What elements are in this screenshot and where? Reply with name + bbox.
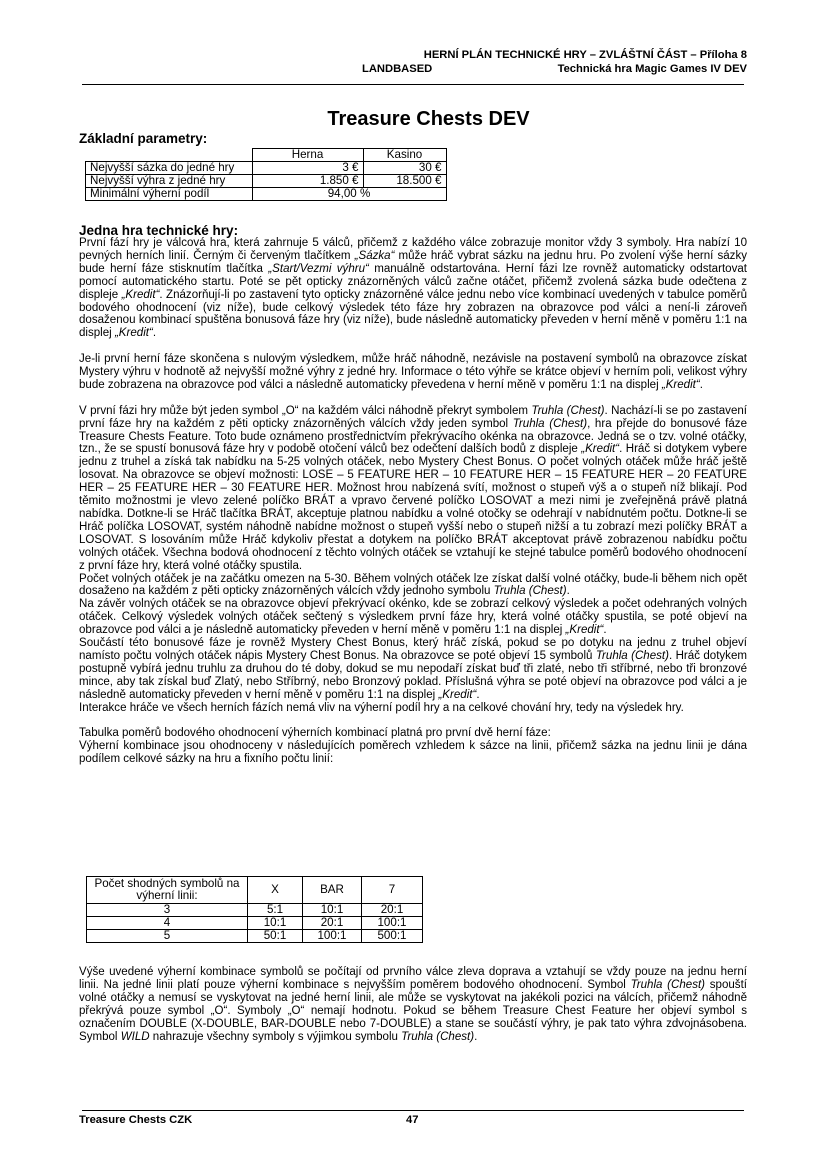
table-row xyxy=(86,162,447,175)
italic-term: Truhla (Chest) xyxy=(531,404,605,417)
header-landbased: LANDBASED xyxy=(362,63,433,75)
table-row xyxy=(87,930,423,943)
param-label: Nejvyšší sázka do jedné hry xyxy=(86,162,253,175)
param-herna: 3 € xyxy=(252,162,363,175)
text-run: . Hráč si dotykem vybere jednu z truhel a získá tak nabídku na 5-25 volných otáček, nebo Mystery Chest Bonus. O počet volných otáček může hráč ještě losovat. Na obrazovce se objeví možnosti: LOSE – 5 FEATURE HER – 10 FEATURE HER – 15 FEATURE HER – 20 FEATURE HER – 25 FEATURE HER – 30 FEATURE HER. Možnost hrou nabízená svítí, možnost o stupeň výš a o stupeň níž blikají. Pod těmito možnostmi je vlevo zelené políčko BRÁT a vpravo červené políčko LOSOVAT a mezi nimi je zveřejněná právě platná nabídka. Dotkne-li se Hráč tlačítka BRÁT, akceptuje platnou nabídku a volné otočky se odehrají v nabídnutém počtu. Dotkne-li se Hráč políčka LOSOVAT, systém náhodně nabídne možnost o stupeň vyšší nebo o stupeň nižší a tu zobrazí mezi políčky BRÁT a LOSOVAT. S losováním může Hráč kdykoliv přestat a dotykem na políčko BRÁT akceptovat právě zobrazenou nabídku počtu volných otáček. Všechna bodová ohodnocení z těchto volných otáček se vztahují ke stejné tabulce poměrů bodového ohodnocení z první fáze hry, která volné otáčky spustila. xyxy=(79,443,747,572)
param-label: Nejvyšší výhra z jedné hry xyxy=(86,175,253,188)
italic-term: „Kredit“ xyxy=(438,688,477,701)
header-divider xyxy=(82,84,744,85)
paragraph xyxy=(79,237,747,340)
header-title: HERNÍ PLÁN TECHNICKÉ HRY – ZVLÁŠTNÍ ČÁST – Příloha 8 xyxy=(423,49,747,61)
paytable-value: 5:1 xyxy=(248,904,303,917)
text-run: . Nachází-li se po zastavení první fáze hry na každém z pěti opticky znázorněných válcích vždy jeden symbol xyxy=(79,404,748,430)
page-header xyxy=(362,48,747,76)
basic-params-table xyxy=(85,148,447,201)
paytable xyxy=(86,876,423,943)
text-run: . xyxy=(152,327,157,340)
italic-term: Truhla (Chest) xyxy=(493,585,567,598)
text-run: . xyxy=(474,1030,478,1043)
italic-term: „Start/Vezmi výhru“ xyxy=(268,262,369,275)
page-number: 47 xyxy=(406,1114,419,1126)
paytable-count: 5 xyxy=(87,930,248,943)
paytable-value: 100:1 xyxy=(362,917,423,930)
paytable-value: 20:1 xyxy=(362,904,423,917)
param-kasino: 30 € xyxy=(363,162,446,175)
paytable-header-label: Počet shodných symbolů na výherní linii: xyxy=(87,877,248,904)
param-value: 94,00 % xyxy=(252,188,446,201)
paragraph: Interakce hráče ve všech herních fázích nemá vliv na výherní podíl hry a na celkové chování hry, tedy na výsledek hry. xyxy=(79,701,684,714)
paragraph xyxy=(79,405,747,573)
text-run: manuálně odstartována. Herní fázi lze rovněž automaticky odstartovat pomocí automatického startu. Poté se pět opticky znázorněných válců začne otáčet, přičemž zvolená sázka bude odečtena z displeje xyxy=(79,262,747,301)
text-run: . xyxy=(566,585,570,598)
paragraph xyxy=(79,598,747,637)
paytable-count: 3 xyxy=(87,904,248,917)
text-run: První fází hry je válcová hra, která zahrnuje 5 válců, přičemž z každého válce zobrazuje monitor vždy 3 symboly. Hra nabízí 10 pevných herních linií. Černým či červeným tlačítkem xyxy=(79,237,747,262)
section-heading: Jedna hra technické hry: xyxy=(79,223,239,238)
paytable-value: 10:1 xyxy=(303,904,362,917)
text-run: Na závěr volných otáček se na obrazovce objeví překrývací okénko, kde se zobrazí celkový výsledek a počet odehraných volných otáček. Celkový výsledek volných otáček sečtený s výsledkem první fáze hry, která volné otáčky spustila, se poté objeví na obrazovce pod válci a je následně automaticky převeden v herní měně v poměru 1:1 na displej xyxy=(79,598,747,637)
italic-term: Truhla (Chest) xyxy=(595,649,669,662)
italic-term: „Sázka“ xyxy=(354,249,395,262)
table-row xyxy=(87,904,423,917)
param-kasino: 18.500 € xyxy=(363,175,446,188)
text-run: Je-li první herní fáze skončena s nulovým výsledkem, může hráč náhodně, nezávisle na postavení symbolů na obrazovce získat Mystery výhru v hodnotě až nejvyšší možné výhry z jedné hry. Informace o této výhře se krátce objeví v herním poli, velikost výhry bude zobrazena na obrazovce pod válci a následně automaticky převedena v herní měně v poměru 1:1 na displej xyxy=(79,353,747,391)
param-label: Minimální výherní podíl xyxy=(86,188,253,201)
paragraph xyxy=(79,966,747,1043)
text-run: Součástí této bonusové fáze je rovněž Mystery Chest Bonus, který hráč získá, pokud se po dotyku na jednu z truhel objeví namísto počtu volných otáček nápis Mystery Chest Bonus. Na obrazovce se poté objeví 15 symbolů xyxy=(79,637,747,662)
paytable-symbol: BAR xyxy=(303,877,362,904)
paytable-value: 500:1 xyxy=(362,930,423,943)
footer-divider xyxy=(82,1110,744,1111)
text-run: , hra přejde do bonusové fáze Treasure Chests Feature. Toto bude oznámeno prostřednictvím překrývacího okénka na obrazovce. Jedná se o tzv. volné otáčky, tzn., že se spustí bonusová fáze hry v podobě otočení válců bez odečtení dalších bodů z displeje xyxy=(79,417,747,456)
italic-term: „Kredit“ xyxy=(661,378,700,391)
italic-term: „Kredit“ xyxy=(121,288,160,301)
text-run: . xyxy=(699,378,703,391)
italic-term: WILD xyxy=(120,1030,150,1043)
text-run: . xyxy=(476,688,480,701)
italic-term: Truhla (Chest) xyxy=(630,978,706,991)
table-row xyxy=(87,917,423,930)
paytable-count: 4 xyxy=(87,917,248,930)
header-game-name: Technická hra Magic Games IV DEV xyxy=(557,63,747,75)
paytable-symbol: 7 xyxy=(362,877,423,904)
paragraph: Výherní kombinace jsou ohodnoceny v následujících poměrech vzhledem k sázce na linii, přičemž sázka na jednu linii je dána podílem celkové sázky na hru a fixního počtu linií: xyxy=(79,740,747,766)
table-row xyxy=(86,175,447,188)
footer-document-name: Treasure Chests CZK xyxy=(79,1114,193,1126)
paytable-value: 10:1 xyxy=(248,917,303,930)
paytable-symbol: X xyxy=(248,877,303,904)
col-header-kasino: Kasino xyxy=(363,149,446,162)
paytable-value: 20:1 xyxy=(303,917,362,930)
text-run: může hráč vybrat sázku na jednu hru. Po zvolení výše herní sázky bude herní fáze stisknutím tlačítka xyxy=(79,249,747,275)
text-run: . Znázorňují-li po zastavení tyto opticky znázorněné válce jednu nebo více kombinací uvedených v tabulce poměrů bodového ohodnocení (viz níže), bude celkový výsledek této fáze hry zobrazen na obrazovce pod válci a není-li zároveň dosaženou kombinací spuštěna bonusová fáze hry (viz níže), bude následně automaticky převeden v herní měně v poměru 1:1 na displej xyxy=(79,288,747,340)
body-text-block-2 xyxy=(79,966,747,1043)
italic-term: Truhla (Chest) xyxy=(512,417,588,430)
italic-term: „Kredit“ xyxy=(114,327,153,340)
col-header-herna: Herna xyxy=(252,149,363,162)
paragraph: Tabulka poměrů bodového ohodnocení výherních kombinací platná pro první dvě herní fáze: xyxy=(79,727,551,740)
paytable-value: 50:1 xyxy=(248,930,303,943)
text-run: . xyxy=(603,624,607,637)
text-run: . Hráč dotykem postupně vybírá jednu truhlu za druhou do té doby, dokud se mu nepodaří získat buď tři zlaté, nebo tři stříbrné, nebo tři bronzové mince, aby tak získal buď Zlatý, nebo Stříbrný, nebo Bronzový poklad. Příslušná výhra se poté objeví na obrazovce pod válci a je následně automaticky převeden v herní měně v poměru 1:1 na displej xyxy=(79,649,747,701)
paragraph xyxy=(79,637,747,702)
paytable-value: 100:1 xyxy=(303,930,362,943)
table-row xyxy=(86,188,447,201)
text-run: nahrazuje všechny symboly s výjimkou symbolu xyxy=(149,1030,402,1043)
paragraph xyxy=(79,353,747,392)
page-title: Treasure Chests DEV xyxy=(327,108,530,130)
text-run: Počet volných otáček je na začátku omezen na 5-30. Během volných otáček lze získat další volné otáčky, bude-li během nich opět dosaženo na každém z pěti opticky znázorněných válcích vždy jednoho symbolu xyxy=(79,572,747,598)
text-run: spouští volné otáčky a nemusí se vyskytovat na jedné herní linii, ale může se vyskytovat na jakékoli pozici na válcích, přičemž náhodně překrývá pouze symbol „O“. Symboly „O“ nemají hodnotu. Pokud se během Treasure Chest Feature her objeví symbol s označením DOUBLE (X-DOUBLE, BAR-DOUBLE nebo 7-DOUBLE) a stane se součástí výhry, je pak tato výhra zdvojnásobena. Symbol xyxy=(79,978,747,1043)
italic-term: Truhla (Chest) xyxy=(401,1030,475,1043)
basic-params-heading: Základní parametry: xyxy=(79,131,208,146)
italic-term: „Kredit“ xyxy=(565,624,604,637)
text-run: Výše uvedené výherní kombinace symbolů se počítají od prvního válce zleva doprava a vztahují se vždy pouze na jednu herní linii. Na jedné linii platí pouze výherní kombinace s nejvyšším poměrem bodového ohodnocení. Symbol xyxy=(79,966,747,991)
param-herna: 1.850 € xyxy=(252,175,363,188)
italic-term: „Kredit“ xyxy=(581,443,620,456)
paragraph xyxy=(79,573,747,599)
body-text-block-1 xyxy=(79,237,747,766)
text-run: V první fázi hry může být jeden symbol „O“ na každém válci náhodně překryt symbolem xyxy=(79,404,532,417)
